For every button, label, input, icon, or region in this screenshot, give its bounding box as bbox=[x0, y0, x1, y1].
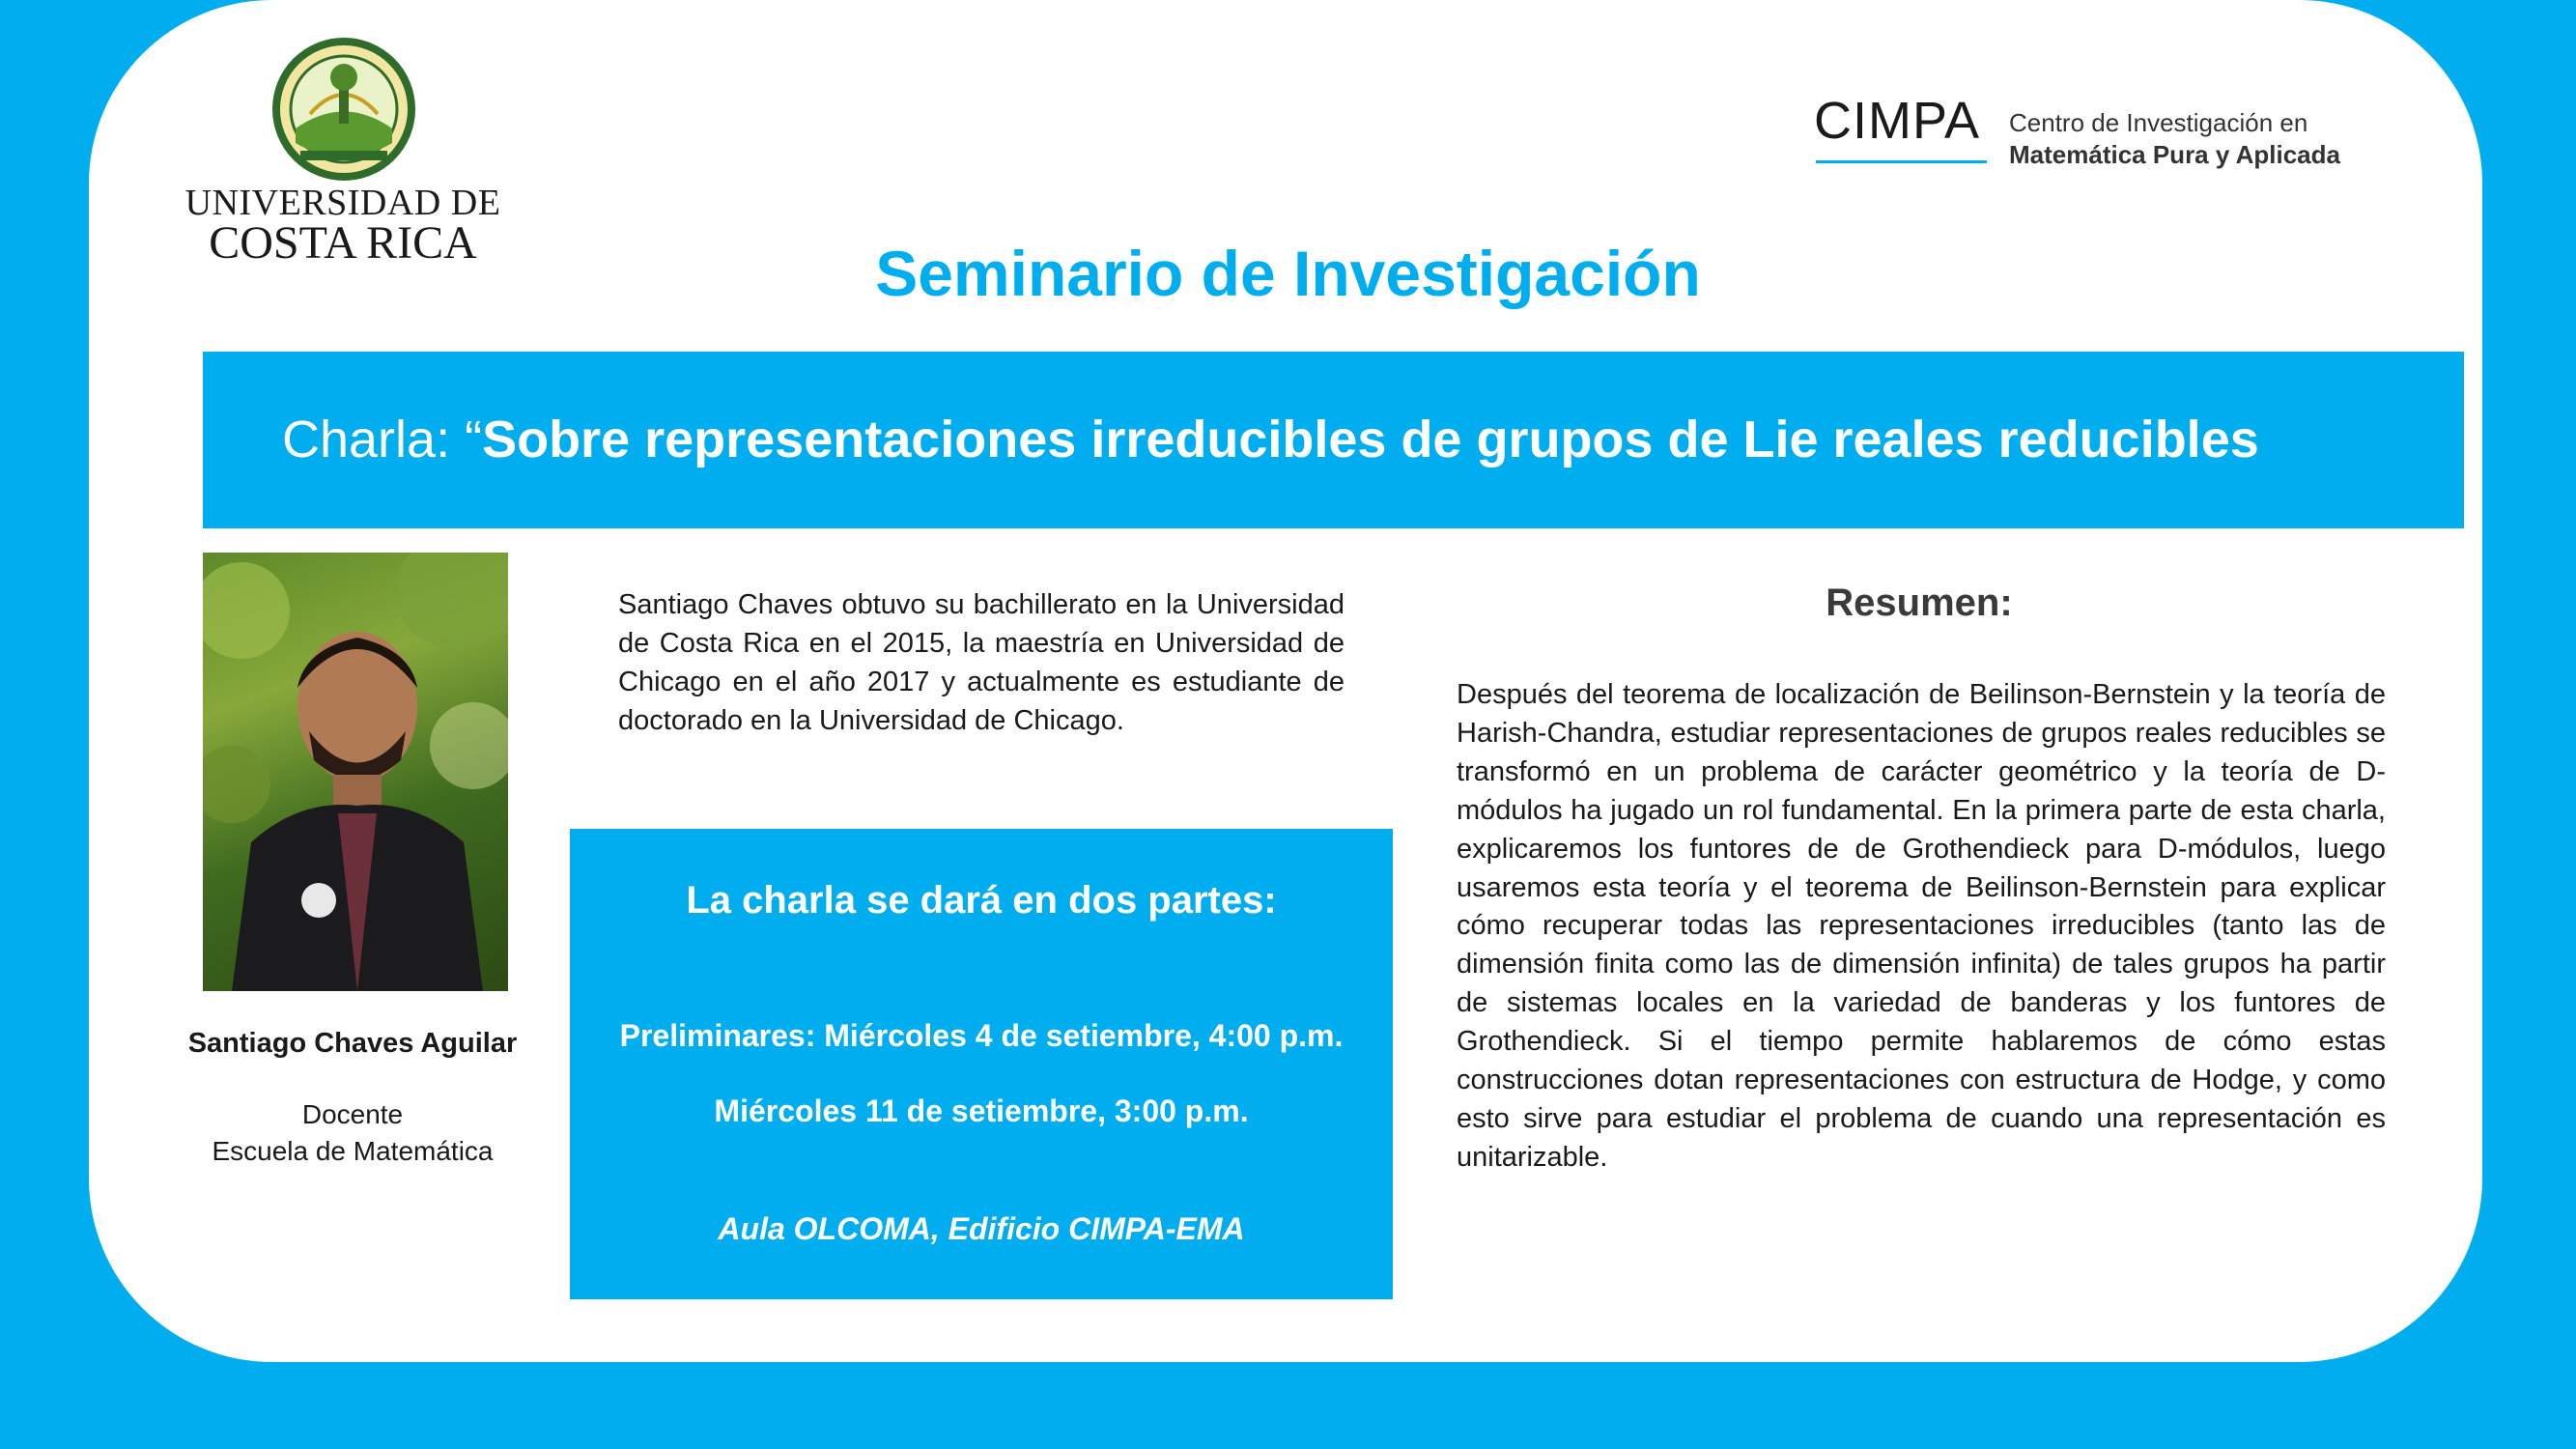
cimpa-logo-underline bbox=[1816, 160, 1987, 163]
abstract-body: Después del teorema de localización de Beilinson-Bernstein y la teoría de Harish-Chandra, estudiar representaciones de grupos reales reducibles se transformó en un problema de carácter geométrico y la teoría de D-módulos ha jugado un rol fundamental. En la primera parte de esta charla, explicaremos los funtores de de Grothendieck para D-módulos, luego usaremos esta teoría y el teorema de Beilinson-Bernstein para explicar cómo recuperar todas las representaciones irreducibles (tanto las de dimensión finita como las de dimensión infinita) de tales grupos ha partir de sistemas locales en la variedad de banderas y los funtores de Grothendieck. Si el tiempo permite hablaremos de cómo estas construcciones dotan representaciones con estructura de Hodge, y como esto sirve para estudiar el problema de cuando una representación es unitarizable. bbox=[1457, 679, 2386, 1173]
ucr-seal-icon bbox=[271, 37, 416, 182]
speaker-department: Escuela de Matemática bbox=[212, 1136, 494, 1166]
ucr-logo-line2: COSTA RICA bbox=[209, 217, 477, 269]
schedule-heading: La charla se dará en dos partes: bbox=[686, 879, 1277, 922]
speaker-role: Docente bbox=[301, 1099, 404, 1129]
ucr-logo-line1: UNIVERSIDAD DE bbox=[184, 183, 501, 223]
cimpa-logo-word: CIMPA bbox=[1814, 92, 1981, 150]
schedule-part2: Miércoles 11 de setiembre, 3:00 p.m. bbox=[714, 1094, 1249, 1128]
schedule-location: Aula OLCOMA, Edificio CIMPA-EMA bbox=[718, 1211, 1245, 1246]
schedule-part1: Preliminares: Miércoles 4 de setiembre, 4:00 p.m. bbox=[619, 1018, 1344, 1053]
talk-title bbox=[282, 352, 2259, 528]
cimpa-logo-description-line1: Centro de Investigación en bbox=[2009, 108, 2308, 137]
talk-title-text: Sobre representaciones irreducibles de grupos de Lie reales reducibles bbox=[482, 411, 2259, 469]
abstract-heading: Resumen: bbox=[1826, 582, 2013, 624]
speaker-photo bbox=[203, 553, 508, 991]
cimpa-logo-description-line2: Matemática Pura y Aplicada bbox=[2009, 140, 2340, 169]
seminar-title: Seminario de Investigación bbox=[875, 238, 1701, 309]
speaker-bio: Santiago Chaves obtuvo su bachillerato en la Universidad de Costa Rica en el 2015, la maestría en Universidad de Chicago en el año 2017 y actualmente es estudiante de doctorado en la Universidad de Chicago. bbox=[618, 589, 1345, 736]
speaker-name: Santiago Chaves Aguilar bbox=[187, 1028, 518, 1059]
schedule-box bbox=[570, 829, 1393, 1299]
talk-prefix: Charla: “ bbox=[282, 411, 483, 469]
talk-banner bbox=[203, 352, 2464, 528]
